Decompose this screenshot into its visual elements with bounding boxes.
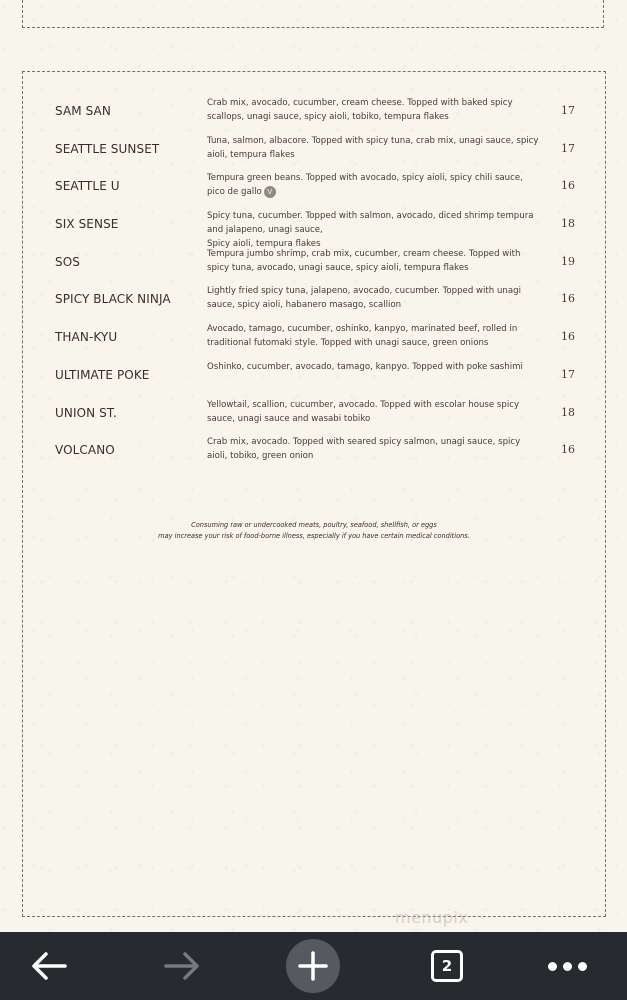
new-tab-button[interactable]: [286, 932, 340, 1000]
menu-item-description-text: Tempura jumbo shrimp, crab mix, cucumber, cream cheese. Topped with spicy tuna, avocado, unagi sauce, spicy aioli, tempura flakes: [207, 248, 521, 273]
plus-icon: [296, 949, 330, 983]
menu-item: [23, 134, 605, 172]
menu-item: [23, 284, 605, 322]
menu-item: [23, 360, 605, 398]
previous-menu-panel: [22, 0, 604, 28]
menu-item-description-text: Tempura green beans. Topped with avocado, spicy aioli, spicy chili sauce, pico de gallo: [207, 173, 523, 198]
arrow-left-icon: [29, 950, 69, 982]
menu-item-price: 18: [561, 217, 575, 231]
menu-item-description: [207, 209, 543, 251]
menu-item-name: SOS: [55, 254, 80, 269]
menu-item-price: 16: [561, 292, 575, 306]
menu-item-description-text: Spicy tuna, cucumber. Topped with salmon, avocado, diced shrimp tempura and jalapeno, unagi sauce, Spicy aioli, tempura flakes: [207, 211, 534, 250]
menu-item: [23, 96, 605, 134]
menu-item-price: 17: [561, 367, 575, 381]
menu-item-price: 16: [561, 443, 575, 457]
menu-item: [23, 209, 605, 250]
arrow-right-icon: [162, 950, 202, 982]
menu-item-description-text: Yellowtail, scallion, cucumber, avocado. Topped with escolar house spicy sauce, unagi sauce and wasabi tobiko: [207, 399, 520, 424]
menu-item-description: [207, 435, 543, 463]
menu-item-description-text: Lightly fried spicy tuna, jalapeno, avocado, cucumber. Topped with unagi sauce, spicy aioli, habanero masago, scallion: [207, 286, 521, 311]
more-button[interactable]: [540, 932, 594, 1000]
menu-item-name: SPICY BLACK NINJA: [55, 292, 171, 307]
tab-count-badge: 2: [431, 950, 463, 982]
watermark: menupix: [395, 908, 469, 927]
roll-list: [23, 96, 605, 473]
menu-item-name: ULTIMATE POKE: [55, 367, 150, 382]
menu-item: [23, 398, 605, 436]
browser-bottom-bar: [0, 932, 627, 1000]
menu-item-description-text: Avocado, tamago, cucumber, oshinko, kanpyo, marinated beef, rolled in traditional futomaki style. Topped with unagi sauce, green onions: [207, 324, 518, 349]
menu-item: [23, 322, 605, 360]
menu-item-name: SEATTLE SUNSET: [55, 141, 160, 156]
menu-item-name: THAN-KYU: [55, 330, 118, 345]
menu-item-name: SEATTLE U: [55, 179, 120, 194]
back-button[interactable]: [22, 932, 76, 1000]
menu-item-price: 18: [561, 405, 575, 419]
menu-item-description-text: Oshinko, cucumber, avocado, tamago, kanpyo. Topped with poke sashimi: [207, 361, 523, 372]
menu-item-description-text: Crab mix, avocado. Topped with seared spicy salmon, unagi sauce, spicy aioli, tobiko, green onion: [207, 437, 521, 462]
menu-item: [23, 435, 605, 473]
menu-item-price: 17: [561, 141, 575, 155]
menu-item-name: UNION ST.: [55, 405, 117, 420]
disclaimer-line-1: Consuming raw or undercooked meats, poultry, seafood, shellfish, or eggs: [191, 521, 437, 529]
menu-item-description: [207, 322, 543, 350]
disclaimer-line-2: may increase your risk of food-borne illness, especially if you have certain medical conditions.: [158, 532, 470, 540]
menu-item-name: SIX SENSE: [55, 217, 119, 232]
menu-item-price: 16: [561, 330, 575, 344]
menu-item-description: [207, 398, 543, 426]
menu-item-description: [207, 284, 543, 312]
menu-item: [23, 171, 605, 209]
menu-item-name: SAM SAN: [55, 104, 111, 118]
more-dots-icon: [548, 962, 587, 971]
menu-panel: [22, 71, 606, 917]
menu-item: [23, 247, 605, 285]
menu-item-description: [207, 247, 543, 275]
food-safety-disclaimer: [23, 520, 605, 542]
menu-item-name: VOLCANO: [55, 443, 115, 458]
menu-item-description: [207, 171, 543, 199]
menu-item-description: [207, 96, 543, 124]
tabs-button[interactable]: [420, 932, 474, 1000]
menu-item-price: 17: [561, 104, 575, 117]
menu-item-description-text: Tuna, salmon, albacore. Topped with spicy tuna, crab mix, unagi sauce, spicy aioli, tempura flakes: [207, 135, 539, 160]
vegetarian-icon: V: [264, 186, 276, 198]
menu-item-description-text: Crab mix, avocado, cucumber, cream cheese. Topped with baked spicy scallops, unagi sauce, spicy aioli, tobiko, tempura flakes: [207, 98, 513, 122]
menu-item-description: [207, 134, 543, 162]
menu-item-price: 19: [561, 254, 575, 268]
forward-button[interactable]: [155, 932, 209, 1000]
menu-item-price: 16: [561, 179, 575, 193]
menu-item-description: [207, 360, 543, 374]
new-tab-circle: [286, 939, 340, 993]
